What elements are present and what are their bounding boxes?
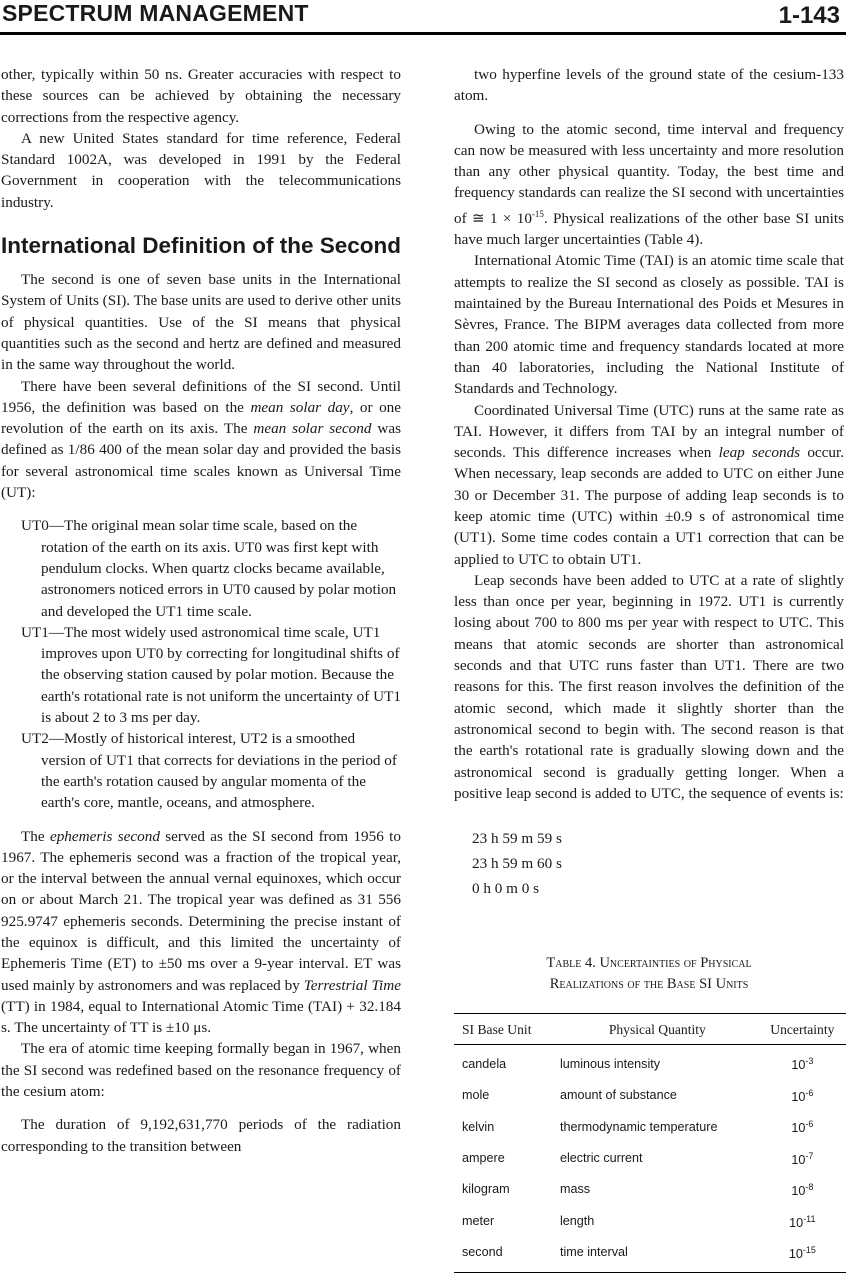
uncertainty-base: 10 — [791, 1121, 806, 1136]
text-run: The — [21, 827, 50, 845]
unit-cell: kelvin — [462, 1119, 495, 1134]
unit-cell: mole — [462, 1088, 490, 1103]
uncertainty-base: 10 — [788, 1247, 803, 1262]
unit-cell: candela — [462, 1056, 507, 1071]
list-item-ut1: UT1—The most widely used astronomical time scale, UT1 improves upon UT0 by correcting for longitudinal shifts of the observing station caused by polar motion. Because the earth's rotational rate is not uniform the uncertainty of UT1 is about 2 to 3 ms per day. — [21, 623, 401, 727]
table-row — [454, 1237, 846, 1272]
sequence-item: 23 h 59 m 59 s — [472, 830, 562, 848]
italic-term: ephemeris second — [49, 827, 160, 845]
paragraph: The second is one of seven base units in the International System of Units (SI). The base units are used to derive other units of physical quantities. Use of the SI means that physical quantities such as the second and hertz are defined and measured in the same way throughout the world. — [1, 271, 402, 374]
table-row — [454, 1080, 846, 1111]
uncertainty-cell — [759, 1045, 846, 1080]
uncertainty-cell — [759, 1174, 846, 1205]
paragraph: Leap seconds have been added to UTC at a rate of slightly less than once per year, beginning in 1972. UT1 is currently losing about 700 to 800 ms per year with respect to UTC. This means that atomic seconds are shorter than astronomical seconds and that UTC runs faster than UT1. There are two reasons for this. The first reason involves the definition of the atomic second, which made it slightly shorter than the astronomical second to begin with. The second reason is that the earth's rotational rate is gradually slowing down and the astronomical second is gradually getting longer. When a positive leap second is added to UTC, the sequence of events is: — [454, 571, 844, 802]
quantity-cell: length — [559, 1213, 595, 1228]
quantity-cell: time interval — [556, 1237, 759, 1272]
table-row — [454, 1045, 846, 1080]
left-column — [1, 64, 401, 1157]
quantity-cell: thermodynamic temperature — [559, 1119, 718, 1134]
text-run: , or one revolution of the earth on its axis. The — [1, 398, 401, 438]
uncertainty-exponent: -6 — [805, 1119, 814, 1130]
uncertainty-exponent: -7 — [805, 1150, 814, 1161]
text-run: Owing to the atomic second, time interval and frequency can now be measured with less uncertainty and more resolution than any other physical quantity. Today, the best time and frequency standards can realize the SI second with uncertainties of ≅ 1 × 10 — [454, 120, 844, 227]
text-run: was defined as 1/86 400 of the mean solar day and provided the basis for several astronomical time scales known as Universal Time (UT): — [1, 420, 401, 502]
paragraph — [454, 400, 844, 570]
uncertainty-exponent: -8 — [805, 1182, 814, 1193]
table-caption — [454, 953, 844, 995]
table-header-row — [454, 1014, 846, 1045]
exponent: -15 — [531, 208, 544, 219]
uncertainty-exponent: -3 — [805, 1056, 814, 1067]
uncertainty-table — [454, 1013, 846, 1273]
paragraph: A new United States standard for time reference, Federal Standard 1002A, was developed in 1991 by the Federal Government in cooperation with the telecommunications industry. — [1, 129, 401, 211]
section-heading: International Definition of the Second — [1, 233, 402, 259]
uncertainty-base: 10 — [789, 1216, 804, 1231]
table-caption-line: Realizations of the Base SI Units — [549, 976, 749, 993]
sequence-item: 23 h 59 m 60 s — [472, 855, 562, 873]
table-row — [454, 1111, 846, 1142]
paragraph — [1, 376, 401, 504]
text-run: . Physical realizations of the other base SI units have much larger uncertainties (Table 4). — [454, 209, 844, 249]
text-run: (TT) in 1984, equal to International Atomic Time (TAI) + 32.184 s. The uncertainty of TT is ±10 μs. — [1, 997, 401, 1037]
italic-term: mean solar day — [250, 398, 350, 416]
quoted-definition: The duration of 9,192,631,770 periods of the radiation corresponding to the transition between — [1, 1116, 401, 1155]
table-caption-line: Table 4. Uncertainties of Physical — [546, 955, 752, 972]
italic-term: mean solar second — [253, 420, 372, 438]
paragraph: International Atomic Time (TAI) is an atomic time scale that attempts to realize the SI second as closely as possible. TAI is maintained by the Bureau International des Poids et Mesures in Sèvres, France. The BIPM averages data collected from more than 200 atomic time and frequency standards located at more than 40 laboratories, including the National Institute of Standards and Technology. — [454, 252, 844, 398]
list-item-ut0: UT0—The original mean solar time scale, based on the rotation of the earth on its axis. UT0 was first kept with pendulum clocks. When quartz clocks became available, astronomers noticed errors in UT0 caused by polar motion and developed the UT1 time scale. — [21, 517, 397, 620]
quantity-cell: amount of substance — [559, 1088, 677, 1103]
running-head-title: SPECTRUM MANAGEMENT — [2, 0, 309, 26]
text-run: occur. When necessary, leap seconds are added to UTC on either June 30 or December 31. The purpose of adding leap seconds is to keep atomic time (UTC) within ±0.9 s of astronomical time (UT1). Some time codes contain a UT1 correction that can be applied to UTC to obtain UT1. — [454, 444, 844, 568]
uncertainty-cell — [759, 1206, 846, 1237]
paragraph: The era of atomic time keeping formally began in 1967, when the SI second was redefined based on the resonance frequency of the cesium atom: — [1, 1040, 401, 1101]
uncertainty-exponent: -11 — [803, 1213, 816, 1224]
uncertainty-base: 10 — [791, 1184, 806, 1199]
page-header — [0, 0, 846, 36]
page-number: 1-143 — [778, 2, 840, 29]
uncertainty-base: 10 — [791, 1153, 806, 1168]
quantity-cell: electric current — [559, 1151, 643, 1165]
column-header: Physical Quantity — [556, 1014, 759, 1045]
unit-cell: kilogram — [462, 1182, 510, 1197]
uncertainty-exponent: -6 — [805, 1087, 814, 1098]
text-run: served as the SI second from 1956 to 1967. The ephemeris second was a fraction of the tropical year, or the interval between the annual vernal equinoxes, which occur on or about March 21. The tropical year was defined as 31 556 925.9747 ephemeris seconds. Determining the precise instant of the equinox is difficult, and this limited the uncertainty of Ephemeris Time (ET) to ±50 ms over a 9-year interval. ET was used mainly by astronomers and was replaced by — [1, 827, 401, 994]
uncertainty-exponent: -15 — [802, 1245, 816, 1256]
column-header: Uncertainty — [759, 1014, 846, 1045]
table-row — [454, 1206, 846, 1237]
column-header: SI Base Unit — [454, 1014, 556, 1045]
right-column — [454, 64, 844, 1273]
italic-term: Terrestrial Time — [303, 976, 401, 994]
list-item-ut2: UT2—Mostly of historical interest, UT2 is a smoothed version of UT1 that corrects for deviations in the period of the earth's rotation caused by angular momenta of the earth's core, mantle, oceans, and atmosphere. — [21, 730, 397, 812]
text-run: Coordinated Universal Time (UTC) runs at the same rate as TAI. However, it differs from TAI by an integral number of seconds. This difference increases when — [454, 401, 844, 462]
paragraph: other, typically within 50 ns. Greater accuracies with respect to these sources can be achieved by obtaining the necessary corrections from the respective agency. — [1, 66, 401, 126]
uncertainty-base: 10 — [791, 1090, 806, 1105]
table-row — [454, 1174, 846, 1205]
uncertainty-cell — [759, 1080, 846, 1111]
unit-cell: ampere — [462, 1151, 505, 1165]
unit-cell: second — [454, 1237, 556, 1272]
unit-cell: meter — [462, 1213, 495, 1228]
quantity-cell: luminous intensity — [559, 1056, 661, 1071]
uncertainty-cell — [759, 1143, 846, 1174]
quoted-definition-continued: two hyperfine levels of the ground state of the cesium-133 atom. — [454, 66, 844, 105]
paragraph — [454, 119, 844, 251]
sequence-item: 0 h 0 m 0 s — [472, 880, 540, 898]
table-row — [454, 1143, 846, 1174]
header-rule — [0, 32, 846, 35]
italic-term: leap seconds — [718, 444, 801, 462]
uncertainty-cell — [759, 1237, 846, 1272]
uncertainty-cell — [759, 1111, 846, 1142]
leap-second-sequence — [472, 826, 844, 901]
quantity-cell: mass — [559, 1182, 591, 1197]
paragraph — [1, 826, 401, 1039]
text-run: There have been several definitions of the SI second. Until 1956, the definition was based on the — [1, 377, 401, 416]
uncertainty-base: 10 — [791, 1058, 806, 1073]
